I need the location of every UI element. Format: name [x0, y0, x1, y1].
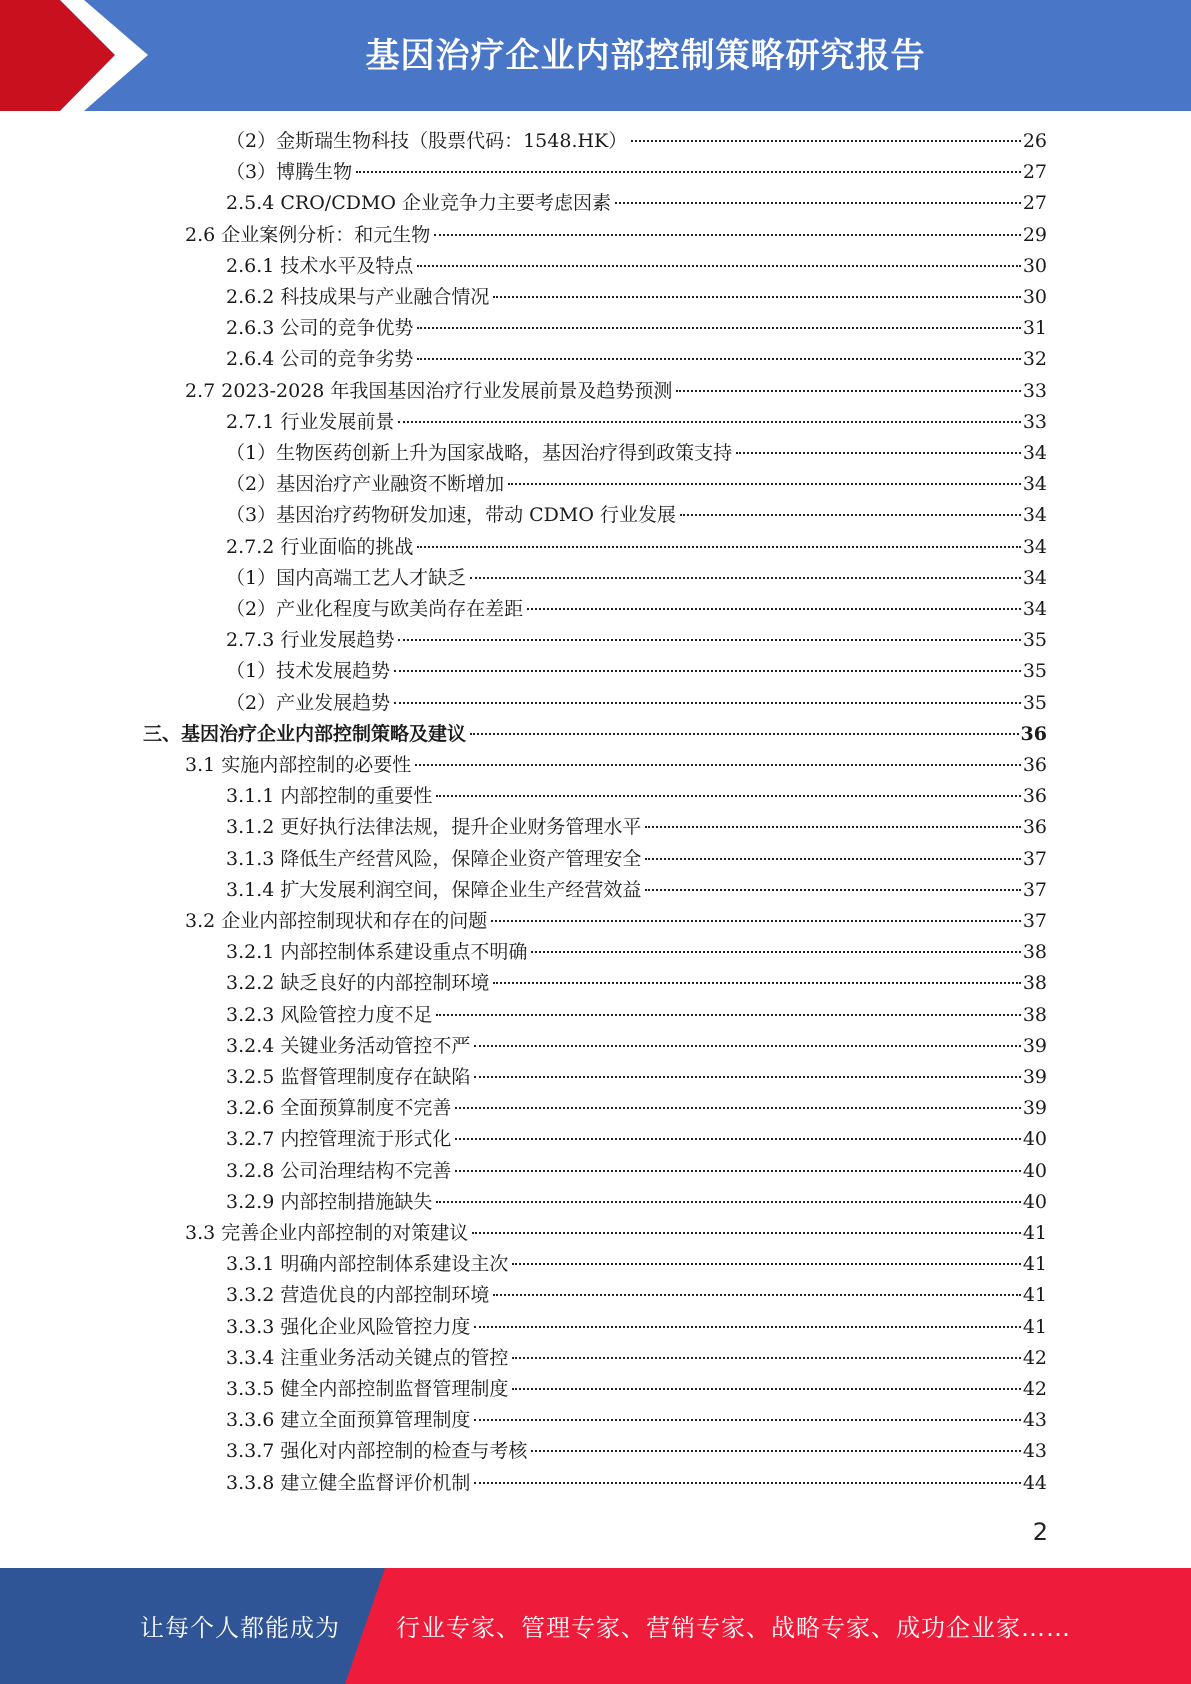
- toc-dot-leader: [631, 140, 1021, 142]
- toc-entry[interactable]: [226, 781, 1047, 812]
- toc-dot-leader: [493, 982, 1020, 984]
- toc-entry[interactable]: [226, 188, 1047, 219]
- toc-dot-leader: [491, 920, 1021, 922]
- toc-entry-title: 3.2.5 监督管理制度存在缺陷: [226, 1066, 471, 1088]
- page-number: 2: [1032, 1518, 1048, 1546]
- toc-dot-leader: [417, 265, 1020, 267]
- toc-dot-leader: [474, 1482, 1020, 1484]
- toc-entry-title: 2.7.1 行业发展前景: [226, 410, 395, 433]
- toc-entry-page: 41: [1022, 1284, 1047, 1307]
- toc-entry-title: （2）金斯瑞生物科技（股票代码：1548.HK）: [226, 130, 628, 152]
- toc-entry-page: 38: [1022, 1003, 1047, 1026]
- toc-entry-page: 36: [1022, 754, 1047, 776]
- toc-entry[interactable]: [226, 407, 1047, 438]
- toc-entry-title: 3.1 实施内部控制的必要性: [185, 754, 412, 776]
- toc-entry-title: 2.7.3 行业发展趋势: [226, 629, 395, 652]
- toc-entry-page: 34: [1022, 504, 1047, 527]
- toc-entry-page: 26: [1022, 130, 1047, 152]
- toc-dot-leader: [512, 1388, 1020, 1390]
- toc-entry-page: 27: [1022, 192, 1047, 215]
- toc-entry-page: 31: [1022, 317, 1047, 340]
- toc-entry[interactable]: [226, 968, 1047, 999]
- toc-entry[interactable]: [226, 1312, 1047, 1343]
- toc-entry-page: 35: [1022, 629, 1047, 652]
- toc-dot-leader: [436, 795, 1020, 797]
- toc-entry[interactable]: [226, 937, 1047, 968]
- toc-dot-leader: [676, 390, 1020, 392]
- toc-dot-leader: [417, 546, 1020, 548]
- toc-entry-title: 3.2.7 内控管理流于形式化: [226, 1128, 452, 1151]
- toc-dot-leader: [645, 889, 1020, 891]
- toc-entry-page: 37: [1022, 878, 1047, 901]
- toc-entry-title: 三、基因治疗企业内部控制策略及建议: [143, 722, 467, 745]
- toc-entry-page: 39: [1022, 1066, 1047, 1088]
- toc-dot-leader: [394, 702, 1021, 704]
- page-footer: [0, 1568, 1191, 1684]
- toc-entry-page: 39: [1022, 1097, 1047, 1120]
- toc-entry[interactable]: [226, 438, 1047, 469]
- footer-slogan-left: 让每个人都能成为: [140, 1614, 340, 1642]
- toc-entry[interactable]: [226, 1405, 1047, 1436]
- toc-dot-leader: [398, 421, 1020, 423]
- toc-entry-title: 2.6 企业案例分析：和元生物: [185, 223, 431, 246]
- toc-dot-leader: [417, 327, 1020, 329]
- toc-dot-leader: [436, 1201, 1020, 1203]
- toc-entry-title: （2）产业发展趋势: [226, 691, 391, 714]
- toc-dot-leader: [645, 826, 1020, 828]
- footer-slogan-right: 行业专家、管理专家、营销专家、战略专家、成功企业家……: [396, 1614, 1071, 1642]
- toc-dot-leader: [508, 483, 1021, 485]
- toc-dot-leader: [455, 1107, 1020, 1109]
- toc-entry-title: 3.1.3 降低生产经营风险，保障企业资产管理安全: [226, 847, 642, 870]
- toc-entry-title: 3.2.6 全面预算制度不完善: [226, 1097, 452, 1120]
- toc-entry-title: 3.2.1 内部控制体系建设重点不明确: [226, 941, 528, 964]
- report-title: 基因治疗企业内部控制策略研究报告: [365, 36, 926, 76]
- toc-entry-page: 34: [1022, 473, 1047, 496]
- toc-entry-page: 37: [1022, 847, 1047, 870]
- toc-entry-page: 44: [1022, 1471, 1047, 1494]
- toc-entry-page: 34: [1022, 598, 1047, 620]
- toc-entry-title: 2.5.4 CRO/CDMO 企业竞争力主要考虑因素: [226, 192, 612, 215]
- toc-entry-page: 42: [1022, 1346, 1047, 1369]
- toc-entry-page: 36: [1022, 816, 1047, 839]
- toc-entry-title: （1）国内高端工艺人才缺乏: [226, 566, 467, 589]
- toc-entry[interactable]: [185, 1218, 1047, 1249]
- toc-entry-title: 3.1.2 更好执行法律法规，提升企业财务管理水平: [226, 816, 642, 839]
- toc-dot-leader: [356, 171, 1021, 173]
- toc-entry[interactable]: [226, 594, 1047, 625]
- toc-entry[interactable]: [226, 1187, 1047, 1218]
- toc-entry[interactable]: [226, 126, 1047, 157]
- toc-entry-page: 40: [1022, 1190, 1047, 1213]
- toc-entry-page: 42: [1022, 1378, 1047, 1400]
- toc-entry-title: （3）基因治疗药物研发加速，带动 CDMO 行业发展: [226, 504, 676, 527]
- toc-entry-page: 38: [1022, 972, 1047, 995]
- toc-entry[interactable]: [226, 812, 1047, 843]
- toc-entry-page: 33: [1022, 379, 1047, 402]
- toc-entry-title: 2.6.1 技术水平及特点: [226, 254, 414, 277]
- toc-entry[interactable]: [226, 844, 1047, 875]
- toc-dot-leader: [527, 608, 1021, 610]
- toc-entry-page: 40: [1022, 1159, 1047, 1182]
- toc-entry-title: （1）生物医药创新上升为国家战略，基因治疗得到政策支持: [226, 442, 733, 464]
- toc-entry-page: 33: [1022, 410, 1047, 433]
- toc-entry-page: 43: [1022, 1440, 1047, 1463]
- toc-entry[interactable]: [185, 750, 1047, 781]
- toc-dot-leader: [531, 951, 1020, 953]
- toc-entry-page: 35: [1022, 691, 1047, 714]
- toc-entry-title: 3.3.5 健全内部控制监督管理制度: [226, 1378, 509, 1400]
- toc-entry-title: 3.2 企业内部控制现状和存在的问题: [185, 910, 488, 932]
- toc-entry-page: 41: [1022, 1315, 1047, 1338]
- toc-dot-leader: [474, 1326, 1020, 1328]
- toc-entry[interactable]: [226, 532, 1047, 563]
- toc-dot-leader: [455, 1138, 1020, 1140]
- toc-entry-title: 3.3.4 注重业务活动关键点的管控: [226, 1346, 509, 1369]
- toc-dot-leader: [474, 1419, 1020, 1421]
- toc-entry-title: 3.1.1 内部控制的重要性: [226, 785, 433, 808]
- toc-entry[interactable]: [226, 1093, 1047, 1124]
- toc-entry[interactable]: [226, 1249, 1047, 1280]
- toc-entry-title: 2.6.2 科技成果与产业融合情况: [226, 286, 490, 308]
- toc-entry-page: 39: [1022, 1034, 1047, 1057]
- toc-entry-title: 3.3 完善企业内部控制的对策建议: [185, 1222, 469, 1244]
- toc-entry-title: 2.6.3 公司的竞争优势: [226, 317, 414, 340]
- toc-entry-page: 36: [1020, 722, 1047, 745]
- toc-entry-title: 3.2.9 内部控制措施缺失: [226, 1190, 433, 1213]
- toc-entry[interactable]: [226, 656, 1047, 687]
- toc-entry-page: 40: [1022, 1128, 1047, 1151]
- toc-entry-title: 2.7 2023-2028 年我国基因治疗行业发展前景及趋势预测: [185, 379, 673, 402]
- toc-entry-page: 34: [1022, 442, 1047, 464]
- toc-entry-page: 41: [1022, 1222, 1047, 1244]
- toc-entry-title: 3.2.8 公司治理结构不完善: [226, 1159, 452, 1182]
- toc-entry-title: （2）基因治疗产业融资不断增加: [226, 473, 505, 496]
- toc-dot-leader: [680, 514, 1021, 516]
- toc-entry[interactable]: [185, 906, 1047, 937]
- toc-entry[interactable]: [226, 1280, 1047, 1311]
- toc-entry-page: 38: [1022, 941, 1047, 964]
- toc-entry-page: 37: [1022, 910, 1047, 932]
- toc-entry-page: 41: [1022, 1253, 1047, 1276]
- toc-entry-title: 3.3.2 营造优良的内部控制环境: [226, 1284, 490, 1307]
- toc-dot-leader: [512, 1357, 1020, 1359]
- toc-entry[interactable]: [226, 1124, 1047, 1155]
- toc-dot-leader: [493, 1294, 1020, 1296]
- toc-dot-leader: [512, 1263, 1020, 1265]
- toc-dot-leader: [470, 733, 1019, 735]
- toc-entry-title: （3）博腾生物: [226, 161, 353, 184]
- toc-entry-title: 3.2.2 缺乏良好的内部控制环境: [226, 972, 490, 995]
- toc-entry[interactable]: [226, 625, 1047, 656]
- toc-dot-leader: [472, 1232, 1021, 1234]
- toc-entry-page: 34: [1022, 535, 1047, 558]
- toc-entry[interactable]: [226, 1436, 1047, 1467]
- toc-entry[interactable]: [226, 500, 1047, 531]
- toc-entry-page: 27: [1022, 161, 1047, 184]
- toc-entry-page: 29: [1022, 223, 1047, 246]
- toc-entry[interactable]: [226, 1468, 1047, 1499]
- toc-entry-page: 34: [1022, 566, 1047, 589]
- toc-entry[interactable]: [226, 1031, 1047, 1062]
- toc-entry[interactable]: [226, 1062, 1047, 1093]
- toc-entry[interactable]: [185, 376, 1047, 407]
- toc-entry-page: 30: [1022, 254, 1047, 277]
- toc-entry-page: 35: [1022, 660, 1047, 683]
- toc-entry[interactable]: [226, 344, 1047, 375]
- toc-dot-leader: [417, 358, 1020, 360]
- toc-dot-leader: [455, 1170, 1020, 1172]
- toc-entry[interactable]: [226, 1343, 1047, 1374]
- toc-entry[interactable]: [226, 157, 1047, 188]
- toc-entry-title: 3.3.6 建立全面预算管理制度: [226, 1409, 471, 1432]
- toc-dot-leader: [415, 764, 1021, 766]
- toc-dot-leader: [394, 670, 1021, 672]
- toc-entry[interactable]: [226, 563, 1047, 594]
- toc-dot-leader: [474, 1045, 1020, 1047]
- toc-entry-title: 3.2.4 关键业务活动管控不严: [226, 1034, 471, 1057]
- toc-entry[interactable]: [143, 719, 1047, 750]
- toc-entry-page: 43: [1022, 1409, 1047, 1432]
- toc-entry[interactable]: [226, 251, 1047, 282]
- toc-dot-leader: [736, 452, 1021, 454]
- toc-entry-title: 3.3.7 强化对内部控制的检查与考核: [226, 1440, 528, 1463]
- toc-entry-title: （1）技术发展趋势: [226, 660, 391, 683]
- toc-entry[interactable]: [226, 1000, 1047, 1031]
- toc-entry-page: 32: [1022, 348, 1047, 371]
- toc-entry[interactable]: [226, 313, 1047, 344]
- toc-dot-leader: [398, 639, 1020, 641]
- toc-entry-title: 3.2.3 风险管控力度不足: [226, 1003, 433, 1026]
- toc-entry[interactable]: [226, 875, 1047, 906]
- toc-dot-leader: [493, 296, 1020, 298]
- toc-dot-leader: [470, 577, 1021, 579]
- toc-entry[interactable]: [226, 282, 1047, 313]
- toc-entry-page: 30: [1022, 286, 1047, 308]
- toc-entry-title: （2）产业化程度与欧美尚存在差距: [226, 598, 524, 620]
- toc-entry[interactable]: [226, 469, 1047, 500]
- toc-entry-page: 36: [1022, 785, 1047, 808]
- toc-entry-title: 3.3.1 明确内部控制体系建设主次: [226, 1253, 509, 1276]
- toc-entry-title: 2.7.2 行业面临的挑战: [226, 535, 414, 558]
- toc-dot-leader: [645, 858, 1020, 860]
- toc-dot-leader: [434, 234, 1021, 236]
- toc-dot-leader: [474, 1076, 1020, 1078]
- toc-entry[interactable]: [226, 1156, 1047, 1187]
- toc-entry-title: 3.1.4 扩大发展利润空间，保障企业生产经营效益: [226, 878, 642, 901]
- page-header: [0, 0, 1191, 111]
- toc-entry-title: 3.3.8 建立健全监督评价机制: [226, 1471, 471, 1494]
- toc-entry[interactable]: [185, 220, 1047, 251]
- toc-entry-title: 2.6.4 公司的竞争劣势: [226, 348, 414, 371]
- toc-entry[interactable]: [226, 688, 1047, 719]
- toc-dot-leader: [531, 1450, 1020, 1452]
- toc-dot-leader: [615, 202, 1021, 204]
- toc-dot-leader: [436, 1014, 1020, 1016]
- toc-entry[interactable]: [226, 1374, 1047, 1405]
- toc-entry-title: 3.3.3 强化企业风险管控力度: [226, 1315, 471, 1338]
